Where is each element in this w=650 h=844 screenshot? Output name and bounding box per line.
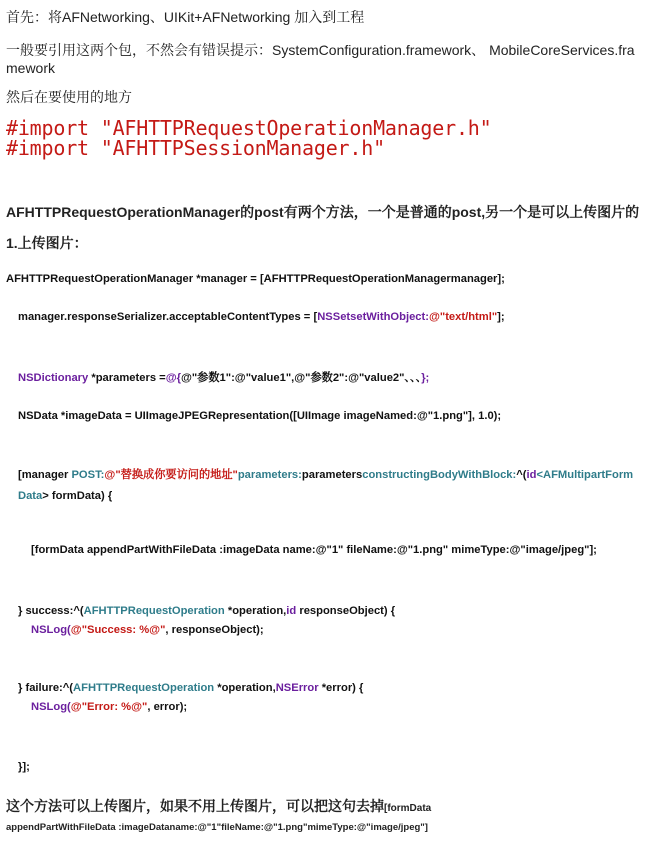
code-keyword: @{ [165, 372, 181, 384]
code-af-type: <AFMultipartFormData [18, 469, 634, 502]
import-line-2: #import "AFHTTPSessionManager.h" [6, 136, 385, 160]
code-text: AFHTTPRequestOperationManager *manager = [AFHTTPRequestOperationManagermanager]; [6, 273, 505, 285]
code-line-post [18, 465, 640, 507]
code-ns-type: NSError [275, 682, 319, 694]
code-line-serializer [18, 310, 642, 325]
code-line-close [18, 760, 642, 775]
code-text: *operation, [214, 682, 276, 694]
code-keyword: id [526, 469, 537, 481]
code-text: ]; [497, 311, 505, 323]
code-line-failure [18, 681, 642, 696]
footer-code-start: [formData [384, 803, 432, 814]
code-af-type: AFHTTPRequestOperation [83, 605, 225, 617]
code-string: @"Success: %@" [70, 624, 166, 636]
code-af-type: AFHTTPRequestOperation [73, 682, 215, 694]
code-text: *parameters = [88, 372, 166, 384]
code-keyword: id [286, 605, 297, 617]
code-text: parameters [301, 469, 363, 481]
code-line-imagedata [18, 409, 642, 424]
code-text: NSData *imageData = UIImageJPEGRepresentation([UIImage imageNamed:@"1.png"], 1.0); [18, 410, 502, 422]
code-text: > formData) { [42, 490, 113, 502]
code-string: @"Error: %@" [70, 701, 148, 713]
import-line-1: #import "AFHTTPRequestOperationManager.h" [6, 116, 492, 140]
intro-line-2: 一般要引用这两个包，不然会有错误提示：SystemConfiguration.framework、 MobileCoreServices.framework [6, 42, 635, 76]
section-heading: AFHTTPRequestOperationManager的post有两个方法，一个是普通的post,另一个是可以上传图片的 [6, 204, 640, 220]
code-text: , responseObject); [165, 624, 264, 636]
code-text: [formData appendPartWithFileData :imageData name:@"1" fileName:@"1.png" mimeType:@"image/jpeg"]; [31, 544, 597, 556]
code-text: *error) { [318, 682, 364, 694]
code-ns-type: NSLog( [31, 701, 71, 713]
footer-text: 这个方法可以上传图片，如果不用上传图片，可以把这句去掉 [6, 798, 384, 814]
code-text: } success:^( [18, 605, 84, 617]
code-text: [manager [18, 469, 72, 481]
footer-code-line: appendPartWithFileData :imageDataname:@"1"fileName:@"1.png"mimeType:@"image/jpeg"] [6, 822, 428, 833]
code-text: }]; [18, 761, 30, 773]
code-line-nslog-success [31, 623, 642, 638]
code-selector: constructingBodyWithBlock: [362, 469, 517, 481]
code-ns-type: NSSetsetWithObject: [317, 311, 429, 323]
code-text: *operation, [224, 605, 287, 617]
code-string: @"替换成你要访问的地址" [104, 469, 238, 481]
code-text: } failure:^( [18, 682, 74, 694]
code-ns-type: NSDictionary [18, 372, 89, 384]
footer-note [6, 797, 642, 818]
code-ns-type: NSLog( [31, 624, 71, 636]
code-selector: parameters: [237, 469, 302, 481]
code-line-parameters [18, 371, 642, 386]
code-line-success [18, 604, 642, 619]
code-text: responseObject) { [296, 605, 396, 617]
code-keyword: }; [421, 372, 430, 384]
code-line-append [31, 543, 642, 558]
code-line-manager [6, 272, 642, 287]
code-text: @"参数1":@"value1",@"参数2":@"value2"、、、 [180, 372, 422, 384]
code-string: @"text/html" [428, 311, 498, 323]
code-text: , error); [147, 701, 188, 713]
section-1-title: 1.上传图片： [6, 235, 88, 251]
code-selector: POST: [71, 469, 105, 481]
intro-line-1: 首先：将AFNetworking、UIKit+AFNetworking 加入到工程 [6, 9, 365, 25]
intro-line-3: 然后在要使用的地方 [6, 89, 132, 105]
code-text: ^( [516, 469, 527, 481]
code-text: manager.responseSerializer.acceptableContentTypes = [ [18, 311, 318, 323]
code-line-nslog-error [31, 700, 642, 715]
